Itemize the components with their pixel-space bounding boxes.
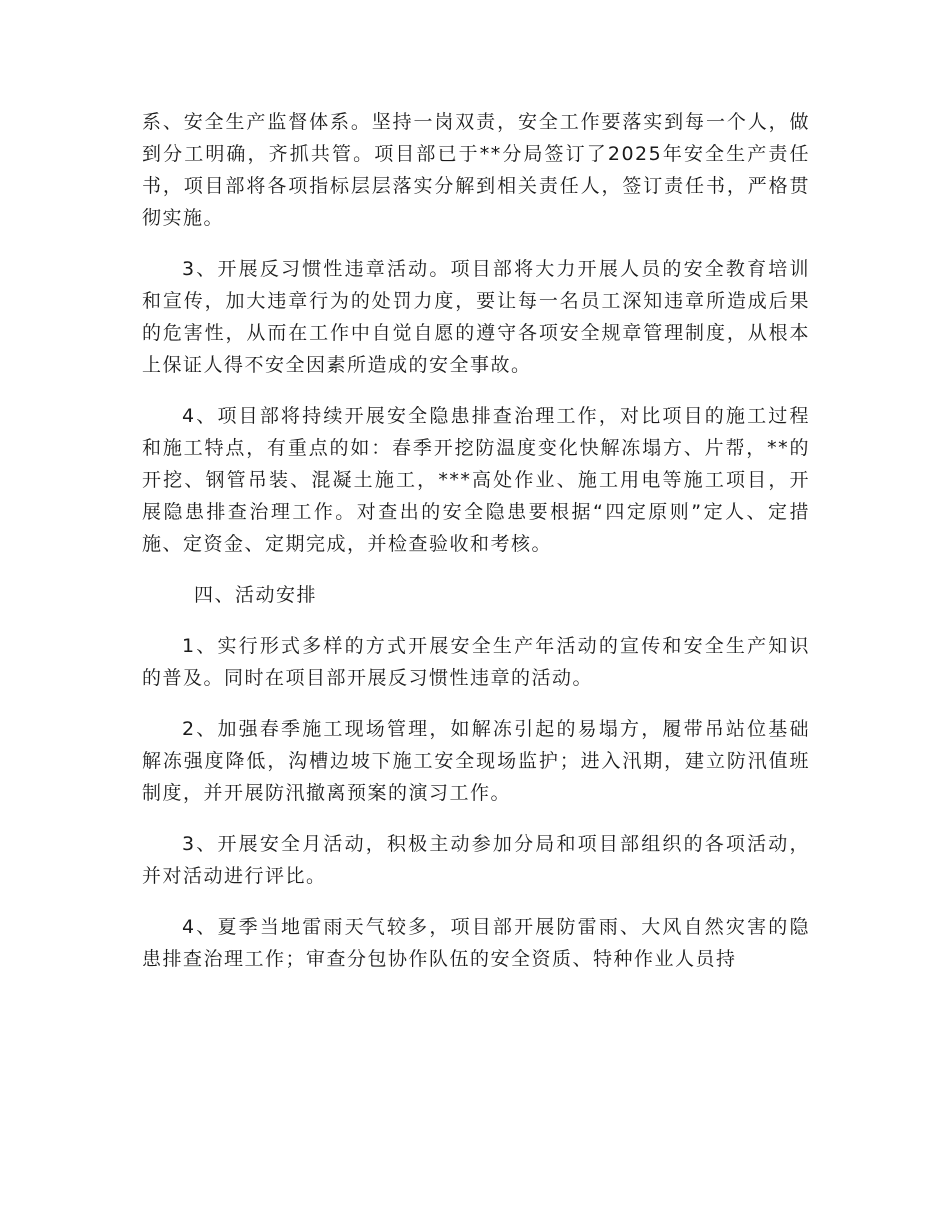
activity-item-3: 3、开展安全月活动，积极主动参加分局和项目部组织的各项活动，并对活动进行评比。 bbox=[142, 833, 810, 887]
paragraph-hazard-inspection: 4、项目部将持续开展安全隐患排查治理工作，对比项目的施工过程和施工特点，有重点的如：春季开挖防温度变化快解冻塌方、片帮，**的开挖、钢管吊装、混凝土施工，***高处作业、施工用电等施工项目，开展隐患排查治理工作。对查出的安全隐患要根据“四定原则”定人、定措施、定资金、定期完成，并检查验收和考核。 bbox=[142, 405, 810, 555]
document-body bbox=[142, 106, 810, 994]
activity-item-1: 1、实行形式多样的方式开展安全生产年活动的宣传和安全生产知识的普及。同时在项目部开展反习惯性违章的活动。 bbox=[142, 635, 810, 689]
paragraph-responsibility-system: 系、安全生产监督体系。坚持一岗双责，安全工作要落实到每一个人，做到分工明确，齐抓共管。项目部已于**分局签订了2025年安全生产责任书，项目部将各项指标层层落实分解到相关责任人，签订责任书，严格贯彻实施。 bbox=[142, 111, 810, 229]
paragraph-habitual-violation: 3、开展反习惯性违章活动。项目部将大力开展人员的安全教育培训和宣传，加大违章行为的处罚力度，要让每一名员工深知违章所造成后果的危害性，从而在工作中自觉自愿的遵守各项安全规章管理制度，从根本上保证人得不安全因素所造成的安全事故。 bbox=[142, 258, 810, 376]
section-heading-activity-arrangement: 四、活动安排 bbox=[194, 584, 318, 606]
activity-item-2: 2、加强春季施工现场管理，如解冻引起的易塌方，履带吊站位基础解冻强度降低，沟槽边坡下施工安全现场监护；进入汛期，建立防汛值班制度，并开展防汛撤离预案的演习工作。 bbox=[142, 718, 810, 804]
activity-item-4: 4、夏季当地雷雨天气较多，项目部开展防雷雨、大风自然灾害的隐患排查治理工作；审查分包协作队伍的安全资质、特种作业人员持 bbox=[142, 916, 810, 970]
